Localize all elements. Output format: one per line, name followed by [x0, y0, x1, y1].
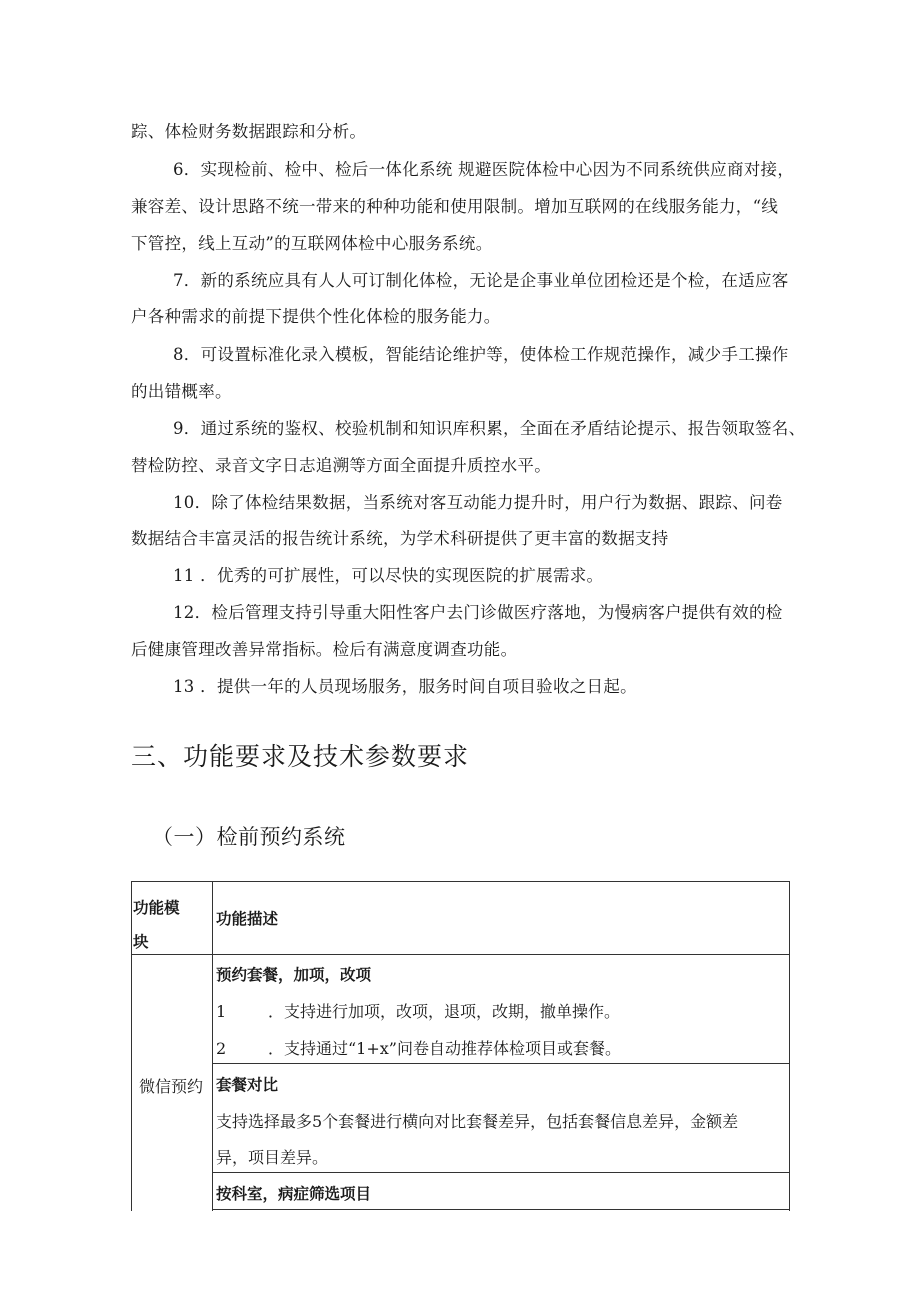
module-name: 微信预约: [139, 1077, 204, 1096]
table-border: [212, 1063, 790, 1064]
paragraph-line: 后健康管理改善异常指标。检后有满意度调查功能。: [131, 640, 518, 659]
table-border: [789, 881, 790, 1211]
paragraph-line: 12．检后管理支持引导重大阳性客户去门诊做医疗落地，为慢病客户提供有效的检: [173, 603, 783, 622]
paragraph-line: 8．可设置标准化录入模板，智能结论维护等，使体检工作规范操作，减少手工操作: [173, 345, 789, 364]
list-number: 1: [216, 1002, 227, 1021]
list-item: ．支持进行加项，改项，退项，改期，撤单操作。: [268, 1002, 621, 1021]
subsection-title: （一）检前预约系统: [152, 825, 346, 849]
header-description: 功能描述: [216, 910, 279, 928]
paragraph-line: 替检防控、录音文字日志追溯等方面全面提升质控水平。: [131, 456, 551, 475]
list-item: ．支持通过“1+x”问卷自动推荐体检项目或套餐。: [268, 1039, 621, 1058]
table-border: [212, 1172, 790, 1173]
paragraph-line: 下管控，线上互动”的互联网体检中心服务系统。: [131, 234, 493, 253]
block-title: 套餐对比: [216, 1076, 279, 1094]
section-title: 三、功能要求及技术参数要求: [131, 742, 470, 771]
paragraph-line: 11 ．优秀的可扩展性，可以尽快的实现医院的扩展需求。: [173, 566, 604, 585]
paragraph-line: 7．新的系统应具有人人可订制化体检，无论是企事业单位团检还是个检，在适应客: [173, 271, 789, 290]
list-number: 2: [216, 1039, 227, 1058]
block-text: 异，项目差异。: [216, 1148, 329, 1167]
paragraph-line: 数据结合丰富灵活的报告统计系统，为学术科研提供了更丰富的数据支持: [131, 529, 669, 548]
function-table: [131, 881, 790, 1211]
paragraph-line: 户各种需求的前提下提供个性化体检的服务能力。: [131, 307, 501, 326]
paragraph-line: 兼容差、设计思路不统一带来的种种功能和使用限制。增加互联网的在线服务能力，“线: [131, 197, 779, 216]
table-border: [212, 881, 213, 1211]
table-border: [212, 1209, 790, 1210]
table-border: [131, 954, 790, 955]
block-text: 支持选择最多5个套餐进行横向对比套餐差异，包括套餐信息差异，金额差: [216, 1112, 739, 1131]
block-title: 预约套餐，加项，改项: [216, 966, 372, 984]
table-border: [131, 881, 790, 882]
paragraph-line: 的出错概率。: [131, 382, 232, 401]
paragraph-line: 6．实现检前、检中、检后一体化系统 规避医院体检中心因为不同系统供应商对接，: [173, 160, 795, 179]
block-title: 按科室，病症筛选项目: [216, 1185, 372, 1203]
paragraph-line: 9．通过系统的鉴权、校验机制和知识库积累，全面在矛盾结论提示、报告领取签名、: [173, 419, 806, 438]
table-border: [131, 881, 132, 1211]
header-module: 功能模: [133, 899, 180, 917]
paragraph-line: 踪、体检财务数据跟踪和分析。: [131, 122, 367, 141]
paragraph-line: 10．除了体检结果数据，当系统对客互动能力提升时，用户行为数据、跟踪、问卷: [173, 493, 783, 512]
header-module-cont: 块: [133, 933, 149, 951]
paragraph-line: 13 ．提供一年的人员现场服务，服务时间自项目验收之日起。: [173, 677, 637, 696]
